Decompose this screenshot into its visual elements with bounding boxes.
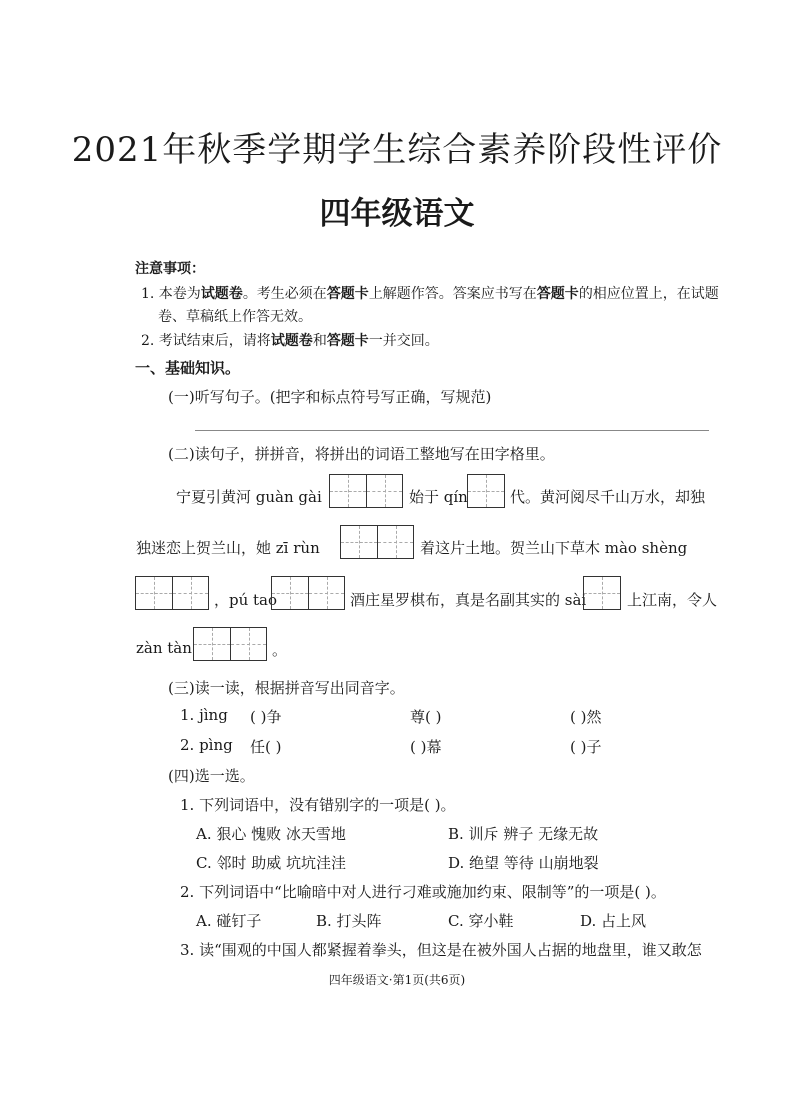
notice-text: 2. 考试结束后，请将 <box>141 333 271 349</box>
part1-heading: (一)听写句子。(把字和标点符号写正确，写规范) <box>168 388 492 406</box>
tian-grid[interactable] <box>583 576 621 610</box>
pinyin-text: 。 <box>272 641 288 659</box>
part2-heading: (二)读句子，拼拼音，将拼出的词语工整地写在田字格里。 <box>168 445 555 463</box>
q1-option-a[interactable]: A. 狠心 愧败 冰天雪地 <box>196 825 346 843</box>
homophone-blank[interactable]: ( )然 <box>570 708 602 726</box>
section1-heading: 一、基础知识。 <box>135 359 241 377</box>
notice-text: 的相应位置上，在试题 <box>578 286 719 302</box>
q2-option-d[interactable]: D. 占上风 <box>580 912 647 930</box>
q2-option-a[interactable]: A. 碰钉子 <box>196 912 262 930</box>
question-2: 2. 下列词语中“比喻暗中对人进行刁难或施加约束、限制等”的一项是( )。 <box>180 883 666 901</box>
pinyin-text: 上江南，令人 <box>627 591 718 609</box>
homophone-blank[interactable]: 任( ) <box>250 738 282 756</box>
notice-text: 一并交回。 <box>368 333 439 349</box>
pinyin-text: 着这片土地。贺兰山下草木 mào shèng <box>420 539 688 557</box>
pinyin-text: 代。黄河阅尽千山万水，却独 <box>510 488 706 506</box>
notice-item-2 <box>141 330 439 350</box>
pinyin-text: zàn tàn <box>136 639 192 657</box>
tian-grid[interactable] <box>271 576 345 610</box>
pinyin-text: 宁夏引黄河 guàn gài <box>176 488 322 506</box>
notice-text: 1. 本卷为 <box>141 286 201 302</box>
notice-item-1-line2: 卷、草稿纸上作答无效。 <box>158 309 312 325</box>
question-1: 1. 下列词语中，没有错别字的一项是( )。 <box>180 796 456 814</box>
exam-subtitle: 四年级语文 <box>319 196 475 232</box>
notice-emphasis: 答题卡 <box>326 333 369 349</box>
tian-grid[interactable] <box>329 474 403 508</box>
homophone-blank[interactable]: 尊( ) <box>410 708 442 726</box>
page-footer: 四年级语文·第1页(共6页) <box>328 973 466 987</box>
exam-title: 2021年秋季学期学生综合素养阶段性评价 <box>71 130 723 170</box>
tian-grid[interactable] <box>340 525 414 559</box>
q2-option-b[interactable]: B. 打头阵 <box>316 912 382 930</box>
notice-text: 和 <box>312 333 327 349</box>
homophone-row-1-label: 1. jìng <box>180 706 228 724</box>
pinyin-text: 酒庄星罗棋布，真是名副其实的 sài <box>350 591 587 609</box>
part4-heading: (四)选一选。 <box>168 767 255 785</box>
q1-option-b[interactable]: B. 训斥 辨子 无缘无故 <box>448 825 599 843</box>
tian-grid[interactable] <box>135 576 209 610</box>
notice-heading: 注意事项： <box>135 261 205 277</box>
q2-option-c[interactable]: C. 穿小鞋 <box>448 912 514 930</box>
notice-item-1 <box>141 283 719 303</box>
notice-text: 上解题作答。答案应书写在 <box>368 286 537 302</box>
question-3: 3. 读“围观的中国人都紧握着拳头，但这是在被外国人占据的地盘里，谁又敢怎 <box>180 941 702 959</box>
q1-option-c[interactable]: C. 邻时 助威 坑坑洼洼 <box>196 854 347 872</box>
notice-emphasis: 试题卷 <box>200 286 243 302</box>
notice-emphasis: 答题卡 <box>326 286 369 302</box>
homophone-blank[interactable]: ( )子 <box>570 738 602 756</box>
notice-text: 。考生必须在 <box>242 286 327 302</box>
pinyin-text: ，pú tao <box>214 591 278 609</box>
homophone-row-2-label: 2. pìng <box>180 736 233 754</box>
part3-heading: (三)读一读，根据拼音写出同音字。 <box>168 679 405 697</box>
q1-option-d[interactable]: D. 绝望 等待 山崩地裂 <box>448 854 599 872</box>
dictation-answer-line[interactable] <box>195 430 709 431</box>
tian-grid[interactable] <box>467 474 505 508</box>
pinyin-text: 独迷恋上贺兰山，她 zī rùn <box>136 539 320 557</box>
tian-grid[interactable] <box>193 627 267 661</box>
pinyin-text: 始于 qín <box>409 488 468 506</box>
homophone-blank[interactable]: ( )争 <box>250 708 282 726</box>
notice-emphasis: 试题卷 <box>270 333 313 349</box>
homophone-blank[interactable]: ( )幕 <box>410 738 442 756</box>
notice-emphasis: 答题卡 <box>536 286 579 302</box>
